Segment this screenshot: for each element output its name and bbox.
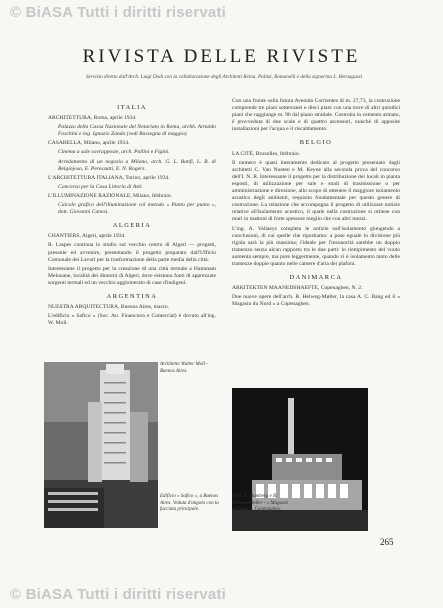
right-column — [232, 98, 400, 310]
entry-text: L'edificio « Safico » (Soc. An. Financiera e Comercial) è dovuto all'ing. W. Moll. — [48, 313, 216, 327]
photo-caption-magasin: Arch. E. Hamberg e B. Helweg-Møller - « Magasin du Nord », Copenaghen. — [232, 494, 288, 513]
photo-safico-building-drawing — [44, 362, 158, 528]
photo-caption-top: Architetto Walter Moll - Buenos Aires. — [160, 362, 208, 374]
watermark-bottom: © BiASA Tutti i diritti riservati — [10, 586, 227, 603]
entry-journal: ARKITEKTEN MAANEDSHAEFTE, Copenaghen, N. 2. — [232, 285, 363, 292]
entry-journal: CASABELLA, Milano, aprile 1934. — [48, 140, 130, 147]
page-subtitle: Servizio diretto dall'Arch. Luigi Dodi con la collaborazione degli Architetti Reina, Pulitzi, Romanelli e della signorina L. Bernagozzi — [85, 74, 363, 80]
entry-journal: LA CITÉ, Bruxelles, febbraio. — [232, 150, 301, 157]
entry-text: Interessante il progetto per la creazione di una città termale a Hammam Melouane, località dei dintorni di Algeri, dove esistono fonti di apprezzate sorgenti termali ed un vecchio agglomerato di case d'indigeni. — [48, 265, 216, 286]
watermark-top: © BiASA Tutti i diritti riservati — [10, 4, 227, 21]
photo-caption-safico: Edificio « Safico », a Buenos Aires. Veduta d'angolo con la facciata principale. — [160, 494, 219, 513]
photo-safico-building — [44, 362, 158, 528]
section-heading-italia: ITALIA — [117, 104, 147, 111]
entry-text: Con una fronte sulla futura Avenida Corrientes di m. 27,73, la costruzione comprende tre piani sotterranei e dieci piani con una torre di altri quindici piani che raggiunge m. 96 dal piano stradale. Costruita in cemento armato, è provveduta di due scale e di quattro ascensori, nonché di apposite installazioni per l'acqua e il riscaldamento. — [232, 98, 400, 133]
entry-text: L'ing. A. Vallaeys completa le notizie sull'isolamento giungendo a conclusioni, di cui quelle che riportiamo: a pose eguale lo divisione più rigida sarà la più massima; l'ideale per l'insonorità sarebbe un doppio tramezzo senza alcun rapporto tra le due parti: lo riempimento del vuoto aumenta sempre, ma pure leggermente, quando vi è isolamento tanto delle tramezze doppie quanto nelle camere d'aria dei plafoni. — [232, 225, 400, 267]
entry-journal: NUESTRA ARQUITECTURA, Buenos Aires, marzo. — [48, 304, 170, 311]
entry-journal: L'ILLUMINAZIONE RAZIONALE, Milano, febbraio. — [48, 192, 173, 199]
entry-text: Il numero è quasi interamente dedicato al progetto presentato dagli architetti C. Van Nueten e M. Keyne alla seconda prova del concorso dell'I. N. R. Interessante il progetto per la distribuzione dei locali in pianta esposti, di utilizzazione per sale e studi di trasmissione o per amministrazione e direzione, allo scopo di ottenere il maggiore isolamento acustico degli ambienti, requisito fondamentale per questo genere di costruzione. La relazione che accompagna il progetto di utilizzare notizie relative all'isolamento acustico, il quale nella costruzione si ottiene con muri in mattoni di forte spessore meglio che con altri mezzi. — [232, 159, 400, 223]
section-heading-argentina: ARGENTINA — [106, 292, 158, 300]
page-number: 265 — [380, 537, 394, 547]
section-heading-belgio: BELGIO — [299, 139, 333, 147]
entry-article: Concorso per la Casa Littoria di Asti. — [58, 183, 143, 190]
entry-text: R. Laspes continua lo studio sul vecchio centro di Algeri — progetti, presente ed avvenire, presentando il progetto preparato dall'Ufficio Comunale dei Lavori per la trasformazione della parte media della città. — [48, 242, 216, 263]
entry-journal: L'ARCHITETTURA ITALIANA, Torino, aprile 1934. — [48, 174, 170, 181]
entry-article: Cinema a sale sovrapposte, arch. Pallini e Figini. — [58, 149, 170, 156]
entry-text: Due nuove opere dell'arch. B. Helweg-Møller, la casa A. C. Bang ed il « Magasin du Nord » a Copenaghen. — [232, 294, 400, 308]
entry-article: Calcolo grafico dell'illuminazione col metodo « Punto per punto », dott. Giovanni Canesi. — [58, 202, 216, 216]
page-title: RIVISTA DELLE RIVISTE — [82, 46, 361, 67]
entry-article: Palazzo della Cassa Nazionale del Notariato in Roma, archh. Arnaldo Foschini e ing. Ignazio Zanda (vedi Rassegna di maggio). — [58, 124, 216, 138]
entry-article: Arredamento di un negozio a Milano, arch. G. L. Banfi, L. B. di Belgiojoso, E. Peressutti, E. N. Rogers. — [58, 158, 216, 172]
entry-journal: ARCHITETTURA, Roma, aprile 1934. — [48, 115, 137, 122]
left-column — [48, 98, 216, 329]
entry-journal: CHANTIERS, Algeri, aprile 1934. — [48, 233, 126, 240]
section-heading-algeria: ALGERIA — [112, 222, 152, 230]
section-heading-danimarca: DANIMARCA — [289, 274, 343, 282]
